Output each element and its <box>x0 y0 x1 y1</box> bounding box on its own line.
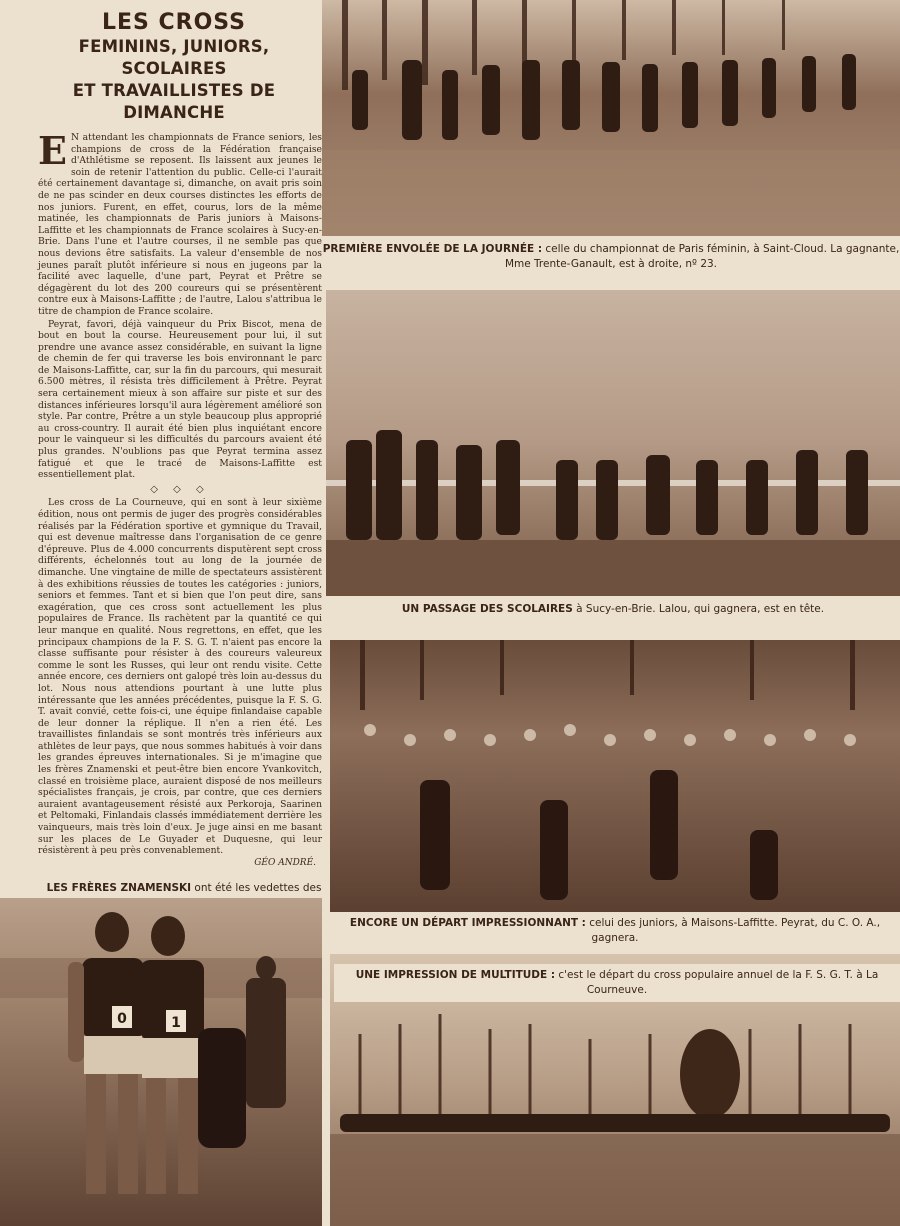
photo-znamenski-brothers <box>0 898 322 1226</box>
headline-line-3: ET TRAVAILLISTES DE DIMANCHE <box>72 81 276 122</box>
caption-sucy-en-brie <box>326 602 900 617</box>
section-separator: ◇ ◇ ◇ <box>150 483 210 495</box>
caption-maisons-laffitte <box>330 916 900 946</box>
caption-znamenski-lead: LES FRÈRES ZNAMENSKI <box>46 882 192 895</box>
caption-courneuve-lead: UNE IMPRESSION DE MULTITUDE : <box>355 969 556 981</box>
caption-znamenski-text: ont été les vedettes des <box>194 882 322 895</box>
caption-maisons-lead: ENCORE UN DÉPART IMPRESSIONNANT : <box>349 917 586 929</box>
caption-saint-cloud <box>322 242 900 272</box>
drop-cap: E <box>38 128 67 173</box>
article-paragraph-3: Les cross de La Courneuve, qui en sont à leur sixième édition, nous ont permis de juger des progrès considérables réalisés par la Fédération sportive et gymnique du Travail, qui est devenue maîtresse dans l'organisation de ce genre d'épreuve. Plus de 4.000 concurrents disputèrent sept cross différents, échelonnés tout au long de la journée de dimanche. Une vingtaine de mille de spectateurs assistèrent à des exhibitions réussies de toutes les catégories : juniors, seniors et femmes. Tant et si bien que l'on peut dire, sans exagération, que ces cross sont actuellement les plus populaires de France. Ils rachètent par la quantité ce qui leur manque en qualité. Nous regrettons, en effet, que les principaux champions de la F. S. G. T. n'aient pas encore la classe suffisante pour résister à des coureurs valeureux comme le sont les Russes, qui leur ont rendu visite. Cette année encore, ces derniers ont galopé très loin au-dessus du lot. Nous nous attendions pourtant à une lutte plus intéressante que les années précédentes, puisque la F. S. G. T. avait convié, cette fois-ci, une équipe finlandaise capable de leur donner la réplique. Il n'en a rien été. Les travaillistes finlandais se sont montrés très inférieurs aux athlètes de leur pays, que nous sommes habitués à voir dans les grandes épreuves internationales. Si je m'imagine que les frères Znamenski et peut-être bien encore Yvankovitch, classé en troisième place, auraient disposé de nos meilleurs spécialistes français, je crois, par contre, que ces derniers auraient avantageusement résisté aux Perkoroja, Saarinen et Peltomaki, Finlandais classés immédiatement derrière les vainqueurs, mais très loin d'eux. Je juge ainsi en me basant sur les places de Le Guyader et Duquesne, qui leur résistèrent à peu près convenablement. <box>38 497 322 857</box>
left-column <box>26 0 322 926</box>
headline <box>26 0 322 124</box>
headline-line-1: LES CROSS <box>101 10 247 35</box>
caption-la-courneuve <box>334 964 900 1002</box>
caption-saint-cloud-lead: PREMIÈRE ENVOLÉE DE LA JOURNÉE : <box>322 243 543 255</box>
photo-maisons-laffitte <box>330 640 900 912</box>
caption-maisons-text: celui des juniors, à Maisons-Laffitte. Peyrat, du C. O. A., gagnera. <box>585 917 881 944</box>
photo-saint-cloud-start <box>322 0 900 236</box>
caption-sucy-lead: UN PASSAGE DES SCOLAIRES <box>401 603 573 615</box>
article-paragraph-1 <box>38 128 322 318</box>
article-paragraph-2: Peyrat, favori, déjà vainqueur du Prix Biscot, mena de bout en bout la course. Heureusement pour lui, il sut prendre une avance assez considérable, en suivant la ligne de chemin de fer qui traverse les bois environnant le parc de Maisons-Laffitte, car, sur la fin du parcours, qui mesurait 6.500 mètres, il résista très difficilement à Prêtre. Peyrat sera certainement mieux à son affaire sur piste et sur des distances inférieures lorsqu'il aura légèrement amélioré son style. Par contre, Prêtre a un style beaucoup plus approprié au cross-country. Il aurait été bien plus inquiétant encore pour le vainqueur si les difficultés du parcours avaient été plus grandes. N'oublions pas que Peyrat termina assez fatigué et que le tracé de Maisons-Laffitte est essentiellement plat. <box>38 318 322 481</box>
caption-saint-cloud-text: celle du championnat de Paris féminin, à Saint-Cloud. La gagnante, Mme Trente-Ganault, est à droite, nº 23. <box>504 243 900 270</box>
paragraph-1-text: N attendant les championnats de France seniors, les champions de cross de la Fédération française d'Athlétisme se reposent. Ils laissent aux jeunes le soin de retenir l'attention du public. Celle-ci l'aurait été certainement davantage si, dimanche, on avait pris soin de ne pas scinder en deux courses distinctes les efforts de nos juniors. Furent, en effet, courus, lors de la même matinée, les championnats de Paris juniors à Maisons-Laffitte et les championnats de France scolaires à Sucy-en-Brie. Dans l'une et l'autre courses, il ne semble pas que nous devions être satisfaits. La valeur d'ensemble de nos jeunes paraît plutôt inférieure si nous en jugeons par la facilité avec laquelle, d'une part, Peyrat et Prêtre se dégagèrent du lot des 200 coureurs qui se présentèrent contre eux à Maisons-Laffitte ; de l'autre, Lalou s'attribua le titre de champion de France scolaire. <box>38 132 322 317</box>
caption-courneuve-text: c'est le départ du cross populaire annuel de la F. S. G. T. à La Courneuve. <box>555 969 879 996</box>
bib-number-left: 0 <box>117 1011 127 1027</box>
article-body <box>26 124 322 869</box>
caption-sucy-text: à Sucy-en-Brie. Lalou, qui gagnera, est en tête. <box>572 603 825 615</box>
bib-number-right: 1 <box>171 1015 181 1031</box>
photo-sucy-en-brie <box>326 290 900 596</box>
headline-line-2: FEMININS, JUNIORS, SCOLAIRES <box>78 37 270 78</box>
author-signature: GÉO ANDRÉ. <box>254 857 316 868</box>
